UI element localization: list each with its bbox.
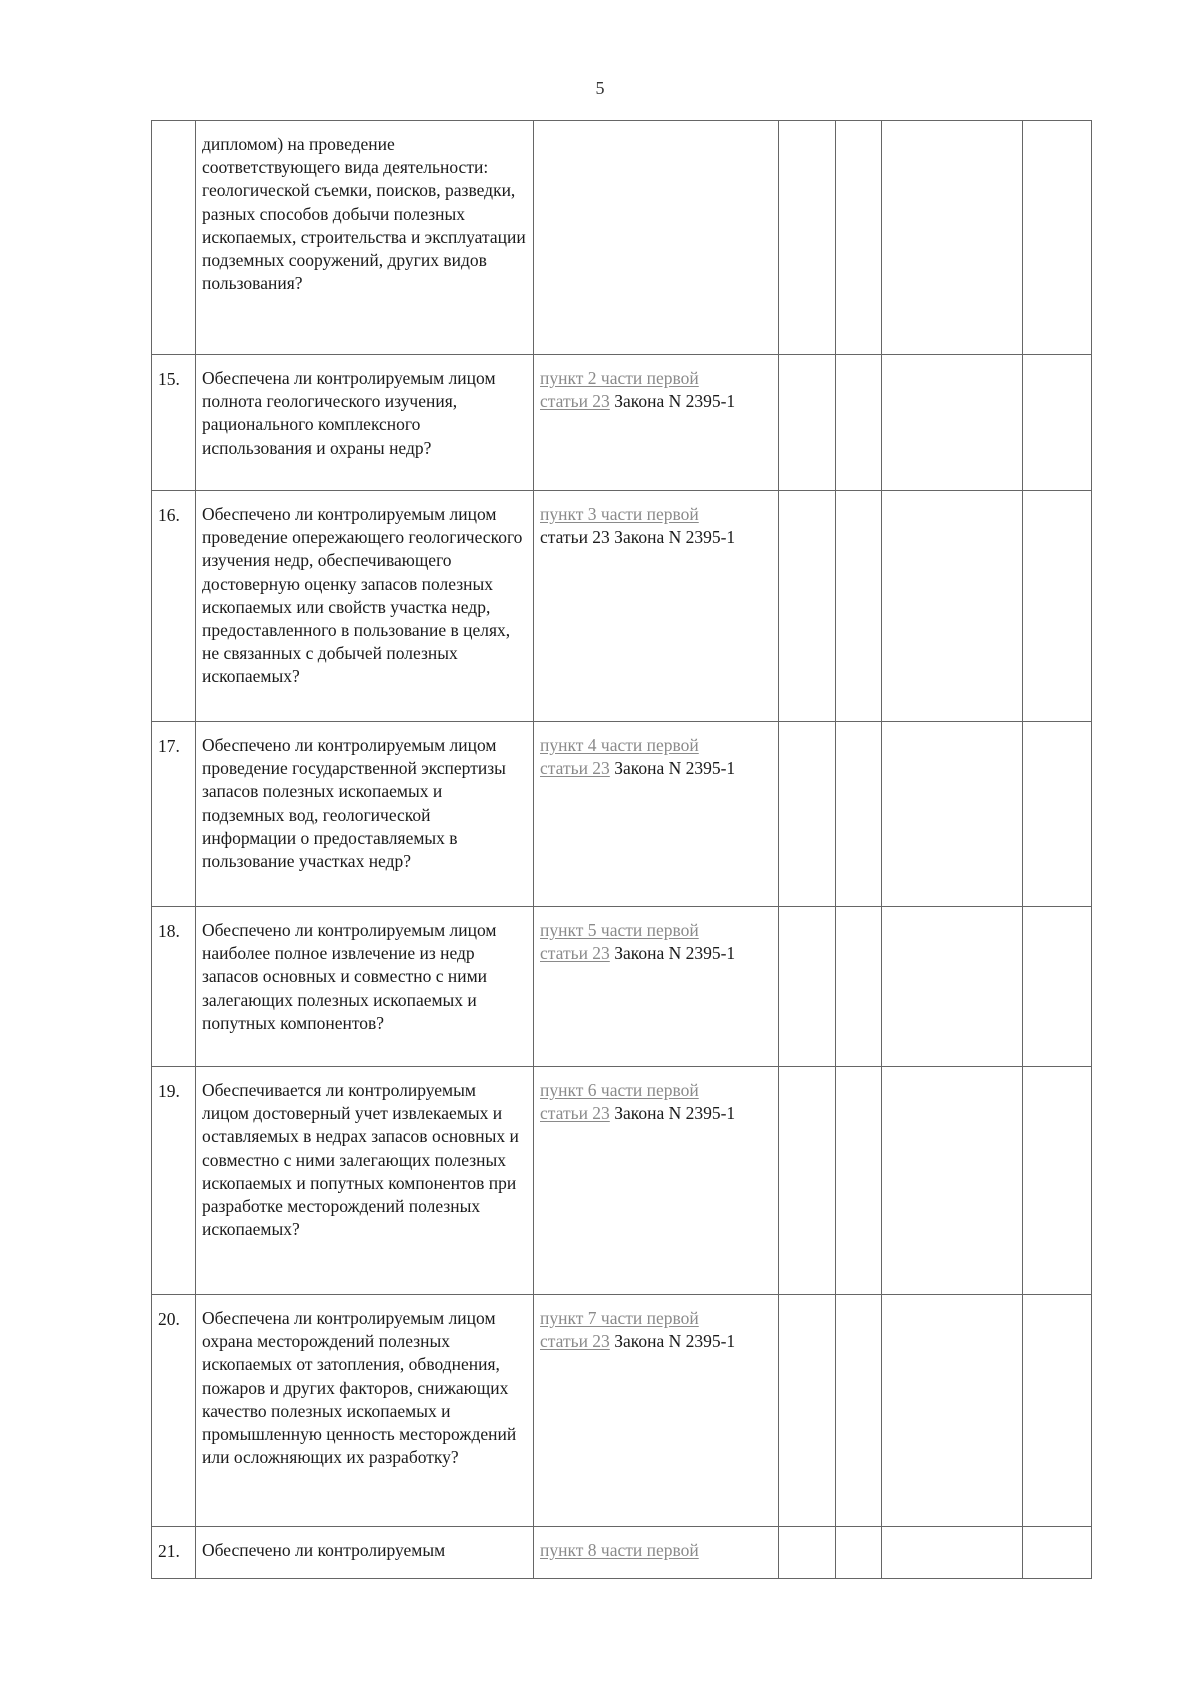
- answer-no-cell[interactable]: [836, 1295, 882, 1527]
- notes-cell[interactable]: [1023, 1067, 1092, 1295]
- answer-na-cell[interactable]: [882, 1295, 1023, 1527]
- legal-basis-cell: [534, 1295, 779, 1527]
- legal-basis-text: Закона N 2395-1: [609, 1331, 736, 1352]
- answer-na-cell[interactable]: [882, 1067, 1023, 1295]
- table-row: [152, 1067, 1092, 1295]
- legal-basis-text: Закона N 2395-1: [609, 943, 736, 964]
- question-text: Обеспечивается ли контролируемым лицом достоверный учет извлекаемых и оставляемых в недрах запасов основных и совместно с ними залегающих полезных ископаемых и попутных компонентов при разработке месторождений полезных ископаемых?: [196, 1067, 534, 1295]
- row-number: 16.: [152, 491, 196, 722]
- question-text: Обеспечена ли контролируемым лицом охрана месторождений полезных ископаемых от затопления, обводнения, пожаров и других факторов, снижающих качество полезных ископаемых и промышленную ценность месторождений или осложняющих их разработку?: [196, 1295, 534, 1527]
- legal-basis-article-link[interactable]: статьи 23: [540, 1331, 610, 1352]
- question-text: Обеспечено ли контролируемым: [196, 1527, 534, 1579]
- answer-yes-cell[interactable]: [779, 1295, 836, 1527]
- row-number: 17.: [152, 722, 196, 907]
- notes-cell[interactable]: [1023, 491, 1092, 722]
- table-row: [152, 1295, 1092, 1527]
- legal-basis-cell: [534, 722, 779, 907]
- answer-na-cell[interactable]: [882, 907, 1023, 1067]
- row-number: [152, 121, 196, 355]
- legal-basis-link[interactable]: пункт 7 части первой: [540, 1308, 699, 1328]
- legal-basis-article-link[interactable]: статьи 23: [540, 758, 610, 779]
- notes-cell[interactable]: [1023, 1295, 1092, 1527]
- answer-yes-cell[interactable]: [779, 121, 836, 355]
- question-text: Обеспечено ли контролируемым лицом проведение опережающего геологического изучения недр, обеспечивающего достоверную оценку запасов полезных ископаемых или свойств участка недр, предоставленного в пользование в целях, не связанных с добычей полезных ископаемых?: [196, 491, 534, 722]
- legal-basis-link[interactable]: пункт 2 части первой: [540, 368, 699, 388]
- row-number: 18.: [152, 907, 196, 1067]
- legal-basis-cell: [534, 121, 779, 355]
- answer-no-cell[interactable]: [836, 1067, 882, 1295]
- answer-yes-cell[interactable]: [779, 1067, 836, 1295]
- answer-no-cell[interactable]: [836, 491, 882, 722]
- legal-basis-link[interactable]: пункт 4 части первой: [540, 735, 699, 755]
- legal-basis-link[interactable]: пункт 5 части первой: [540, 920, 699, 940]
- row-number: 21.: [152, 1527, 196, 1579]
- answer-yes-cell[interactable]: [779, 491, 836, 722]
- notes-cell[interactable]: [1023, 355, 1092, 491]
- legal-basis-link[interactable]: пункт 6 части первой: [540, 1080, 699, 1100]
- table-row: [152, 722, 1092, 907]
- row-number: 20.: [152, 1295, 196, 1527]
- legal-basis-article-link[interactable]: статьи 23: [540, 943, 610, 964]
- answer-no-cell[interactable]: [836, 121, 882, 355]
- answer-yes-cell[interactable]: [779, 1527, 836, 1579]
- notes-cell[interactable]: [1023, 907, 1092, 1067]
- answer-yes-cell[interactable]: [779, 355, 836, 491]
- answer-na-cell[interactable]: [882, 121, 1023, 355]
- answer-no-cell[interactable]: [836, 907, 882, 1067]
- answer-na-cell[interactable]: [882, 1527, 1023, 1579]
- legal-basis-article-link[interactable]: статьи 23: [540, 391, 610, 412]
- legal-basis-cell: [534, 1527, 779, 1579]
- question-text: Обеспечено ли контролируемым лицом наиболее полное извлечение из недр запасов основных и совместно с ними залегающих полезных ископаемых и попутных компонентов?: [196, 907, 534, 1067]
- notes-cell[interactable]: [1023, 722, 1092, 907]
- answer-no-cell[interactable]: [836, 355, 882, 491]
- table-row: [152, 121, 1092, 355]
- answer-no-cell[interactable]: [836, 722, 882, 907]
- answer-na-cell[interactable]: [882, 355, 1023, 491]
- question-text: дипломом) на проведение соответствующего вида деятельности: геологической съемки, поисков, разведки, разных способов добычи полезных ископаемых, строительства и эксплуатации подземных сооружений, других видов пользования?: [196, 121, 534, 355]
- checklist-table: [151, 120, 1092, 1579]
- legal-basis-cell: [534, 491, 779, 722]
- row-number: 19.: [152, 1067, 196, 1295]
- row-number: 15.: [152, 355, 196, 491]
- answer-yes-cell[interactable]: [779, 907, 836, 1067]
- notes-cell[interactable]: [1023, 121, 1092, 355]
- legal-basis-cell: [534, 1067, 779, 1295]
- legal-basis-text: Закона N 2395-1: [609, 758, 736, 779]
- legal-basis-text: статьи 23 Закона N 2395-1: [540, 527, 736, 548]
- legal-basis-text: Закона N 2395-1: [609, 391, 736, 412]
- legal-basis-cell: [534, 907, 779, 1067]
- legal-basis-link[interactable]: пункт 3 части первой: [540, 504, 699, 524]
- table-row: [152, 1527, 1092, 1579]
- answer-na-cell[interactable]: [882, 491, 1023, 722]
- legal-basis-link[interactable]: пункт 8 части первой: [540, 1540, 699, 1560]
- legal-basis-cell: [534, 355, 779, 491]
- answer-yes-cell[interactable]: [779, 722, 836, 907]
- table-row: [152, 907, 1092, 1067]
- legal-basis-article-link[interactable]: статьи 23: [540, 1103, 610, 1124]
- question-text: Обеспечена ли контролируемым лицом полнота геологического изучения, рационального комплексного использования и охраны недр?: [196, 355, 534, 491]
- notes-cell[interactable]: [1023, 1527, 1092, 1579]
- legal-basis-text: Закона N 2395-1: [609, 1103, 736, 1124]
- page-number: 5: [595, 78, 605, 98]
- answer-na-cell[interactable]: [882, 722, 1023, 907]
- question-text: Обеспечено ли контролируемым лицом проведение государственной экспертизы запасов полезных ископаемых и подземных вод, геологической информации о предоставляемых в пользование участках недр?: [196, 722, 534, 907]
- table-row: [152, 355, 1092, 491]
- answer-no-cell[interactable]: [836, 1527, 882, 1579]
- table-row: [152, 491, 1092, 722]
